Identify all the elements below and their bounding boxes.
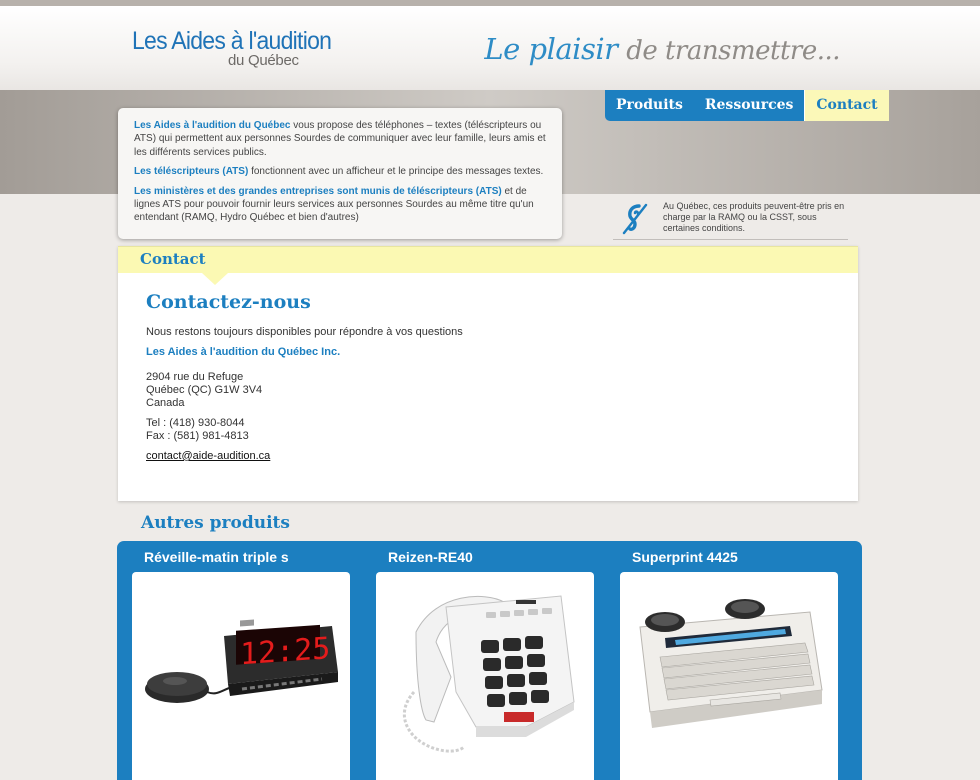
contact-details bbox=[146, 326, 463, 463]
other-products-title: Autres produits bbox=[141, 513, 290, 533]
intro-highlight-1: Les Aides à l'audition du Québec bbox=[134, 120, 291, 131]
address-line-1: 2904 rue du Refuge bbox=[146, 371, 244, 383]
company-name: Les Aides à l'audition du Québec Inc. bbox=[146, 346, 341, 358]
alarm-clock-image bbox=[132, 572, 350, 780]
coverage-note-text: Au Québec, ces produits peuvent-être pris en charge par la RAMQ ou la CSST, sous certaines conditions. bbox=[663, 201, 845, 233]
contact-intro: Nous restons toujours disponibles pour répondre à vos questions bbox=[146, 326, 463, 338]
main-nav bbox=[605, 90, 878, 121]
site-header bbox=[0, 6, 980, 90]
alarm-clock-display: 12:25 bbox=[240, 631, 331, 673]
contact-title: Contactez-nous bbox=[146, 291, 311, 313]
fax-number: Fax : (581) 981-4813 bbox=[146, 430, 249, 442]
coverage-note bbox=[613, 199, 848, 240]
intro-text-3: et de lignes ATS pour pouvoir fournir leurs services aux personnes Sourdes au même titre qu'un entendant (RAMQ, Hydro Québec et bien d'autres) bbox=[134, 185, 534, 224]
hearing-assist-icon bbox=[621, 203, 649, 235]
tty-image bbox=[620, 572, 838, 780]
email-link[interactable]: contact@aide-audition.ca bbox=[146, 450, 271, 462]
intro-highlight-3: Les ministères et des grandes entreprises sont munis de téléscripteurs (ATS) bbox=[134, 185, 502, 197]
product-image-card[interactable] bbox=[620, 572, 838, 780]
contact-tab-label: Contact bbox=[140, 250, 206, 268]
product-card-1[interactable] bbox=[132, 541, 350, 780]
product-image-card[interactable] bbox=[132, 572, 350, 780]
logo-main-text: Les Aides à l'audition bbox=[132, 27, 332, 55]
intro-paragraph-1 bbox=[134, 119, 548, 159]
logo-sub-text: du Québec bbox=[228, 52, 299, 69]
intro-paragraph-3 bbox=[134, 185, 548, 225]
intro-box bbox=[118, 108, 562, 239]
intro-text-1: vous propose des téléphones – textes (téléscripteurs ou ATS) qui permettent aux personnes Sourdes de communiquer avec leur famille, leurs amis et les différents services publics. bbox=[134, 120, 546, 158]
tagline bbox=[484, 32, 840, 66]
intro-paragraph-2 bbox=[134, 165, 548, 178]
contact-panel bbox=[118, 246, 858, 501]
phone-number: Tel : (418) 930-8044 bbox=[146, 417, 245, 429]
product-card-3[interactable] bbox=[620, 541, 838, 780]
address-line-2: Québec (QC) G1W 3V4 bbox=[146, 384, 263, 396]
contact-tab-arrow bbox=[202, 273, 228, 285]
nav-item-contact[interactable]: Contact bbox=[804, 90, 888, 121]
intro-highlight-2: Les téléscripteurs (ATS) bbox=[134, 166, 249, 178]
telephone-image bbox=[376, 572, 594, 780]
nav-item-produits[interactable]: Produits bbox=[616, 97, 683, 113]
intro-text-2: fonctionnent avec un afficheur et le principe des messages textes. bbox=[248, 166, 544, 178]
other-products-panel bbox=[117, 541, 862, 780]
product-image-card[interactable] bbox=[376, 572, 594, 780]
site-logo[interactable] bbox=[132, 27, 349, 69]
product-name[interactable]: Réveille-matin triple s bbox=[144, 549, 289, 565]
tagline-part2: de transmettre... bbox=[626, 36, 840, 66]
product-name[interactable]: Superprint 4425 bbox=[632, 549, 738, 565]
nav-item-ressources[interactable]: Ressources bbox=[704, 97, 794, 113]
address-line-3: Canada bbox=[146, 397, 185, 409]
product-name[interactable]: Reizen-RE40 bbox=[388, 549, 473, 565]
product-card-2[interactable] bbox=[376, 541, 594, 780]
contact-tab bbox=[118, 246, 858, 273]
tagline-part1: Le plaisir bbox=[484, 32, 618, 66]
